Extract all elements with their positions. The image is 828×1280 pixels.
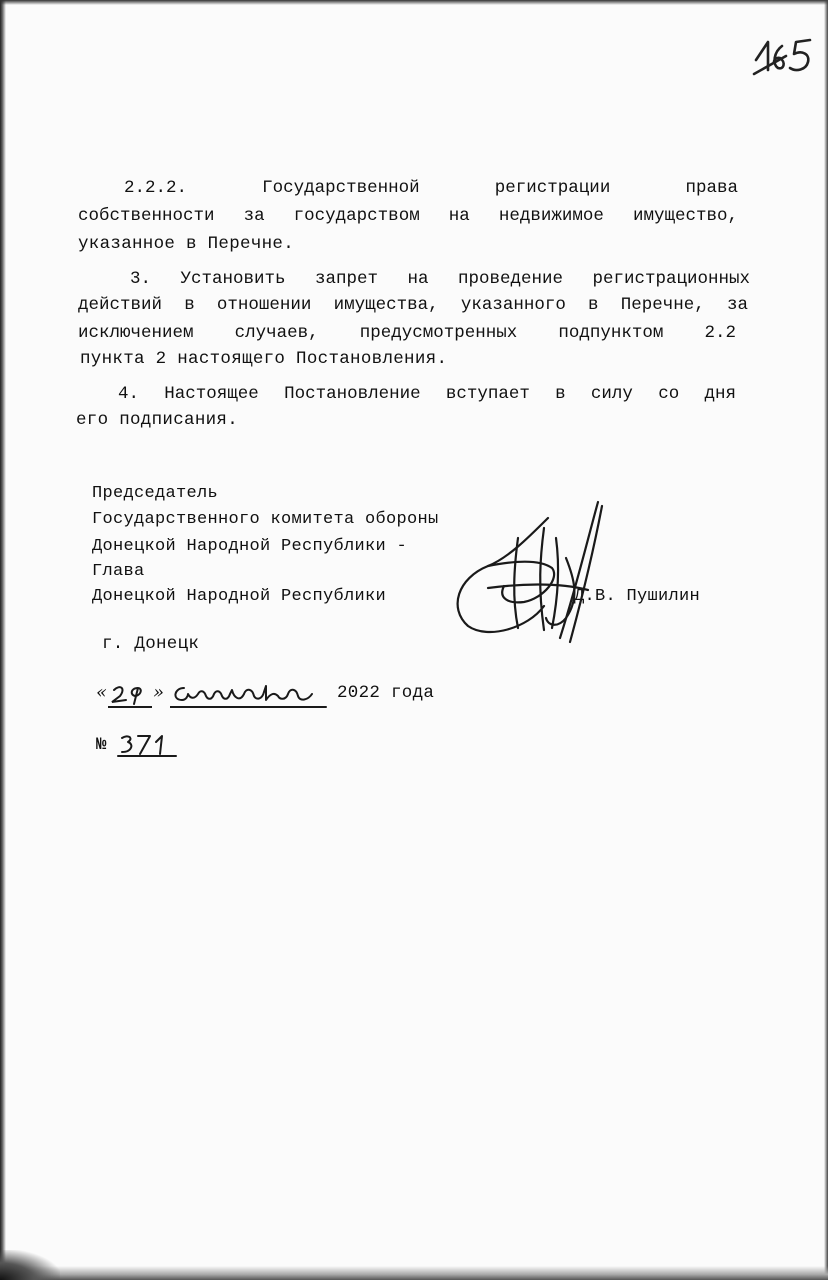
handwritten-day — [108, 680, 152, 710]
city-label: г. Донецк — [102, 634, 200, 654]
signatory-title-line-2: Государственного комитета обороны — [92, 510, 439, 529]
para-3-line-4: пункта 2 настоящего Постановления. — [80, 349, 448, 369]
word: случаев, — [234, 323, 319, 343]
word: со — [658, 384, 680, 404]
word: на — [448, 206, 470, 226]
word: недвижимое — [498, 206, 604, 226]
word: на — [407, 269, 429, 289]
date-year: 2022 года — [337, 683, 435, 703]
signatory-name: Д.В. Пушилин — [574, 587, 701, 606]
word: Установить — [180, 269, 286, 289]
handwritten-page-number — [752, 30, 822, 80]
word: подпунктом — [558, 323, 664, 343]
signatory-title-line-1: Председатель — [92, 484, 219, 503]
signatory-title-line-4: Глава — [92, 562, 145, 581]
handwritten-signature — [448, 498, 618, 648]
word: действий — [78, 295, 163, 315]
word: 2.2 — [704, 323, 736, 343]
signatory-title-line-5: Донецкой Народной Республики — [92, 587, 387, 606]
word: за — [243, 206, 265, 226]
word: силу — [590, 384, 633, 404]
word: имущество, — [632, 206, 738, 226]
handwritten-number — [116, 730, 180, 760]
word: государством — [293, 206, 420, 226]
word: указанного — [460, 295, 566, 315]
para-2-2-2-line-2 — [78, 201, 738, 231]
date-open-quote: « — [96, 682, 108, 703]
para-3-line-2 — [78, 290, 748, 320]
word: в — [588, 295, 599, 315]
word: регистрации — [494, 178, 611, 198]
word: Постановление — [284, 384, 421, 404]
handwritten-month — [170, 680, 330, 710]
word: вступает — [445, 384, 530, 404]
word: 3. — [130, 269, 152, 289]
word: отношении — [216, 295, 312, 315]
word: дня — [704, 384, 736, 404]
word: имущества, — [333, 295, 439, 315]
word: в — [184, 295, 195, 315]
word: запрет — [314, 269, 378, 289]
word: предусмотренных — [359, 323, 518, 343]
scan-corner-shadow — [0, 1250, 60, 1280]
word: исключением — [78, 323, 194, 343]
word: в — [555, 384, 566, 404]
number-sign: № — [96, 735, 107, 755]
para-2-2-2-line-1 — [124, 173, 738, 203]
word: за — [726, 295, 748, 315]
date-close-quote: » — [153, 682, 165, 703]
signatory-title-line-3: Донецкой Народной Республики - — [92, 537, 408, 556]
word: Государственной — [262, 178, 420, 198]
word: собственности — [78, 206, 215, 226]
scan-edge-right — [824, 0, 828, 1280]
word: проведение — [457, 269, 563, 289]
scan-edge-bottom — [0, 1266, 828, 1280]
word: 4. — [118, 384, 140, 404]
para-2-2-2-line-3: указанное в Перечне. — [78, 234, 295, 254]
para-4-line-2: его подписания. — [76, 410, 239, 430]
scan-edge-top — [0, 0, 828, 5]
word: Настоящее — [164, 384, 259, 404]
word: права — [685, 178, 738, 198]
word: 2.2.2. — [124, 178, 188, 198]
word: регистрационных — [592, 269, 750, 289]
word: Перечне, — [620, 295, 705, 315]
scan-edge-left — [0, 0, 6, 1280]
